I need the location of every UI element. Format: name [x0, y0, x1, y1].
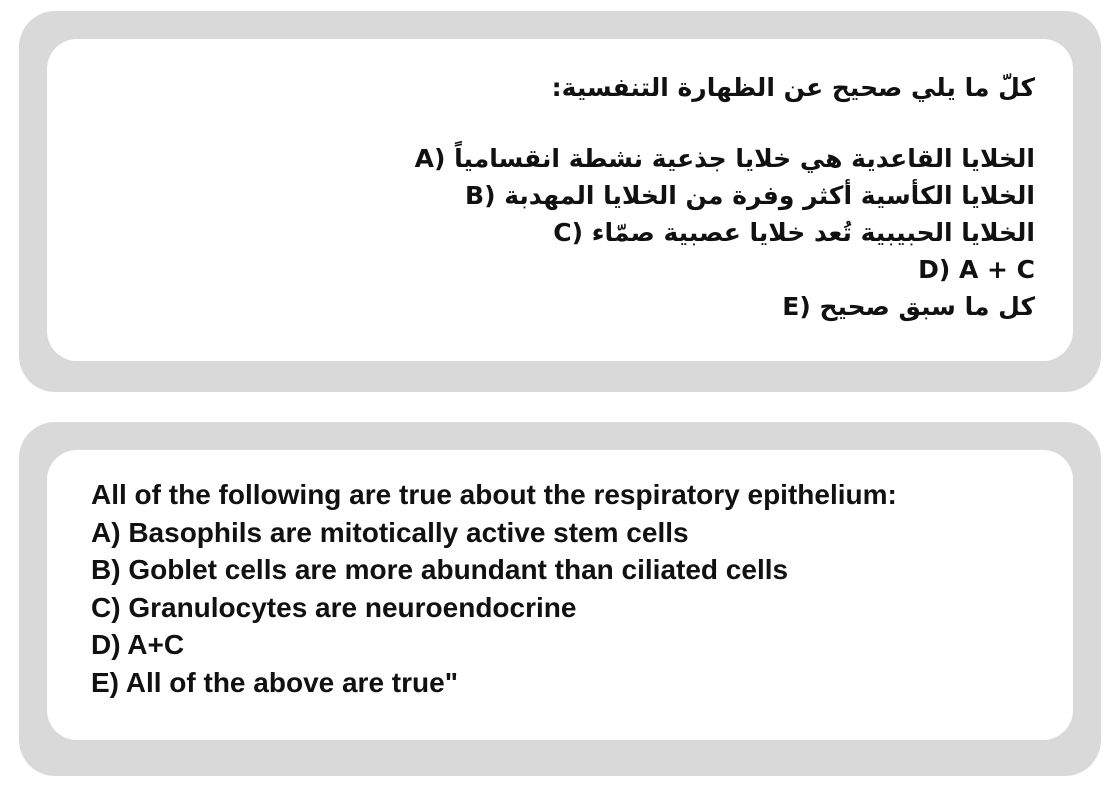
arabic-option-c: الخلايا الحبيبية تُعد خلايا عصبية صمّاء (C: [553, 218, 1035, 247]
arabic-option-e: كل ما سبق صحيح (E: [782, 292, 1035, 321]
arabic-question-stem: كلّ ما يلي صحيح عن الظهارة التنفسية:: [551, 73, 1035, 102]
arabic-option-a: الخلايا القاعدية هي خلايا جذعية نشطة انقسامياً (A: [414, 144, 1035, 173]
english-option-e: E) All of the above are true": [91, 666, 458, 698]
arabic-question-text: [235, 69, 1035, 325]
english-question-panel: [47, 450, 1073, 740]
english-option-a: A) Basophils are mitotically active stem cells: [91, 516, 689, 548]
english-question-stem: All of the following are true about the respiratory epithelium:: [91, 479, 897, 510]
arabic-question-panel: [47, 39, 1073, 361]
arabic-option-d: D) A + C: [918, 255, 1035, 284]
english-option-b: B) Goblet cells are more abundant than ciliated cells: [91, 554, 789, 585]
arabic-question-card: [19, 11, 1101, 392]
english-question-card: [19, 422, 1101, 776]
english-option-d: D) A+C: [91, 629, 185, 660]
arabic-option-b: الخلايا الكأسية أكثر وفرة من الخلايا المهدبة (B: [465, 181, 1035, 210]
english-question-text: [91, 476, 897, 701]
english-option-c: C) Granulocytes are neuroendocrine: [91, 591, 577, 623]
